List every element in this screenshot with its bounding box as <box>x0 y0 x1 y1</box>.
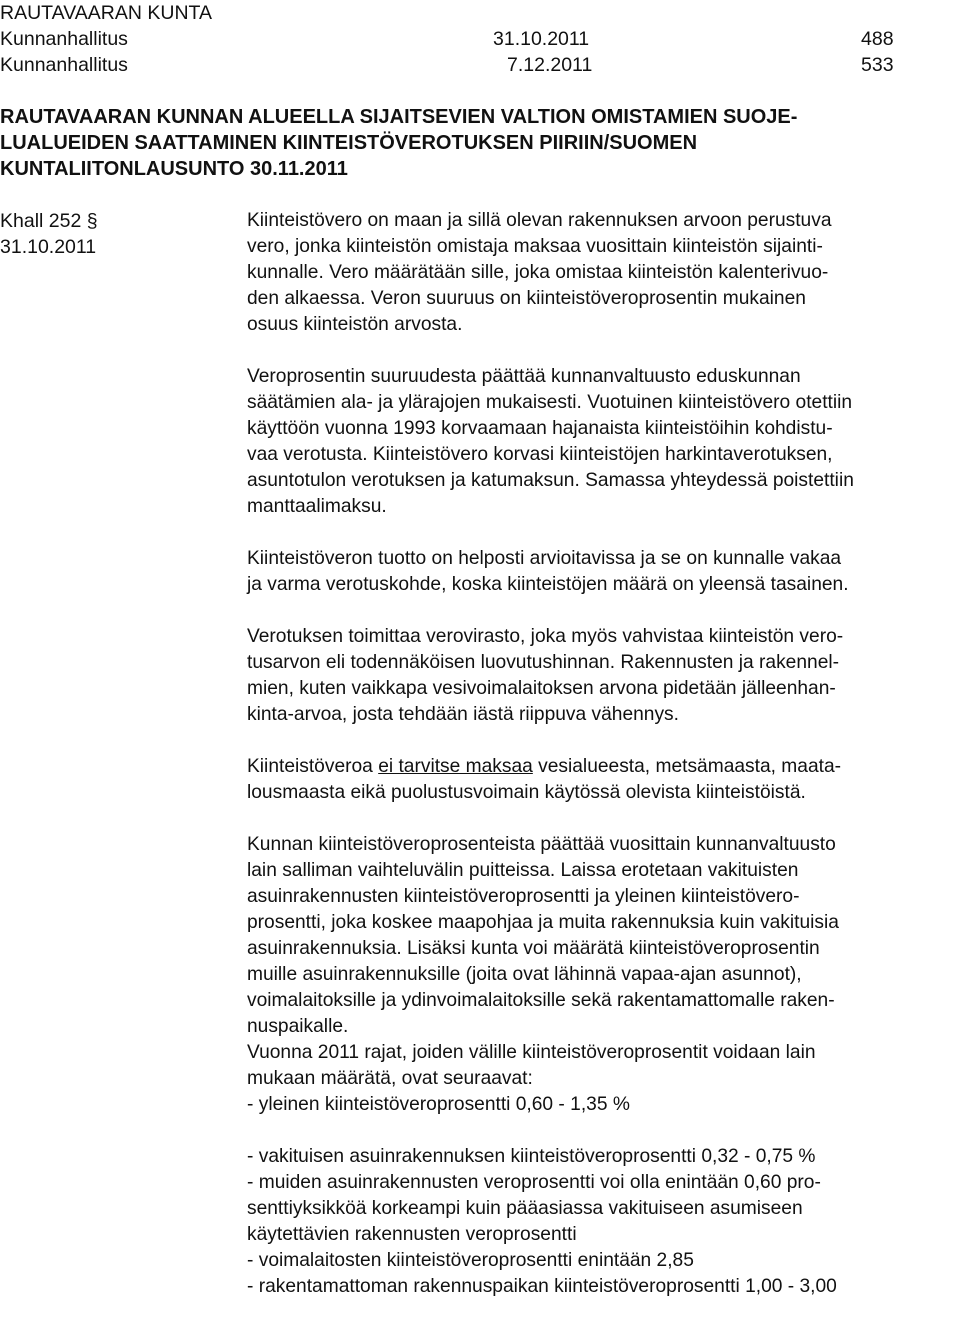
header-page-1: 488 <box>861 28 894 50</box>
body-line: kunnalle. Vero määrätään sille, joka omistaa kiinteistön kalenterivuo- <box>247 262 829 283</box>
body-line: tusarvon eli todennäköisen luovutushinnan. Rakennusten ja rakennel- <box>247 652 840 673</box>
body-line: asuinrakennuksia. Lisäksi kunta voi määrätä kiinteistöveroprosentin <box>247 938 820 959</box>
list-item: käytettävien rakennusten veroprosentti <box>247 1224 577 1245</box>
list-item: - vakituisen asuinrakennuksen kiinteistöveroprosentti 0,32 - 0,75 % <box>247 1146 816 1167</box>
body-line: kinta-arvoa, josta tehdään iästä riippuva vähennys. <box>247 704 679 725</box>
underlined-phrase: ei tarvitse maksaa <box>378 756 533 777</box>
section-sign: § <box>86 210 98 232</box>
body-line: lain salliman vaihteluvälin puitteissa. Laissa erotetaan vakituisten <box>247 860 799 881</box>
body-line: ja varma verotuskohde, koska kiinteistöjen määrä on yleensä tasainen. <box>247 574 849 595</box>
body-line: muille asuinrakennuksille (joita ovat lähinnä vapaa-ajan asunnot), <box>247 964 802 985</box>
body-line: säätämien ala- ja ylärajojen mukaisesti. Vuotuinen kiinteistövero otettiin <box>247 392 853 413</box>
body-line-with-emphasis <box>247 754 841 780</box>
list-item: senttiyksikköä korkeampi kuin pääasiassa vakituiseen asumiseen <box>247 1198 803 1219</box>
body-line: käyttöön vuonna 1993 korvaamaan hajanaista kiinteistöihin kohdistu- <box>247 418 833 439</box>
header-page-2: 533 <box>861 54 894 76</box>
body-line: mien, kuten vaikkapa vesivoimalaitoksen arvona pidetään jälleenhan- <box>247 678 836 699</box>
list-item: - muiden asuinrakennusten veroprosentti voi olla enintään 0,60 pro- <box>247 1172 821 1193</box>
body-line: voimalaitoksille ja ydinvoimalaitoksille sekä rakentamattomalle raken- <box>247 990 835 1011</box>
body-line: Veroprosentin suuruudesta päättää kunnanvaltuusto eduskunnan <box>247 366 801 387</box>
document-title-line-2: LUALUEIDEN SAATTAMINEN KIINTEISTÖVEROTUKSEN PIIRIIN/SUOMEN <box>0 132 698 154</box>
list-item: - voimalaitosten kiinteistöveroprosentti enintään 2,85 <box>247 1250 694 1271</box>
meeting-ref-text: Khall 252 <box>0 210 82 232</box>
body-line: Kunnan kiinteistöveroprosenteista päättää vuosittain kunnanvaltuusto <box>247 834 836 855</box>
body-line: prosentti, joka koskee maapohjaa ja muita rakennuksia kuin vakituisia <box>247 912 839 933</box>
body-line: Verotuksen toimittaa verovirasto, joka myös vahvistaa kiinteistön vero- <box>247 626 844 647</box>
body-line: mukaan määrätä, ovat seuraavat: <box>247 1068 533 1089</box>
emphasis-suffix: vesialueesta, metsämaasta, maata- <box>532 756 842 777</box>
meeting-reference <box>0 208 98 234</box>
body-line: asuntotulon verotuksen ja katumaksun. Samassa yhteydessä poistettiin <box>247 470 854 491</box>
header-body-1: Kunnanhallitus <box>0 28 128 50</box>
body-line: - yleinen kiinteistöveroprosentti 0,60 - 1,35 % <box>247 1094 630 1115</box>
organization-name: RAUTAVAARAN KUNTA <box>0 2 212 24</box>
body-line: manttaalimaksu. <box>247 496 387 517</box>
header-date-2: 7.12.2011 <box>507 54 593 76</box>
document-title-line-3: KUNTALIITONLAUSUNTO 30.11.2011 <box>0 158 348 180</box>
body-line: Kiinteistöveron tuotto on helposti arvioitavissa ja se on kunnalle vakaa <box>247 548 842 569</box>
body-line: vero, jonka kiinteistön omistaja maksaa vuosittain kiinteistön sijainti- <box>247 236 823 257</box>
body-line: Kiinteistövero on maan ja sillä olevan rakennuksen arvoon perustuva <box>247 210 832 231</box>
meeting-date: 31.10.2011 <box>0 236 97 258</box>
list-item: - rakentamattoman rakennuspaikan kiinteistöveroprosentti 1,00 - 3,00 <box>247 1276 837 1297</box>
document-title-line-1: RAUTAVAARAN KUNNAN ALUEELLA SIJAITSEVIEN VALTION OMISTAMIEN SUOJE- <box>0 106 798 128</box>
body-line: nuspaikalle. <box>247 1016 349 1037</box>
body-line: vaa verotusta. Kiinteistövero korvasi kiinteistöjen harkintaverotuksen, <box>247 444 833 465</box>
emphasis-prefix: Kiinteistöveroa <box>247 756 379 777</box>
body-line: Vuonna 2011 rajat, joiden välille kiinteistöveroprosentit voidaan lain <box>247 1042 816 1063</box>
body-line: lousmaasta eikä puolustusvoimain käytössä olevista kiinteistöistä. <box>247 782 806 803</box>
header-body-2: Kunnanhallitus <box>0 54 128 76</box>
body-line: osuus kiinteistön arvosta. <box>247 314 463 335</box>
body-line: asuinrakennusten kiinteistöveroprosentti ja yleinen kiinteistövero- <box>247 886 800 907</box>
header-date-1: 31.10.2011 <box>493 28 590 50</box>
body-line: den alkaessa. Veron suuruus on kiinteistöveroprosentin mukainen <box>247 288 806 309</box>
